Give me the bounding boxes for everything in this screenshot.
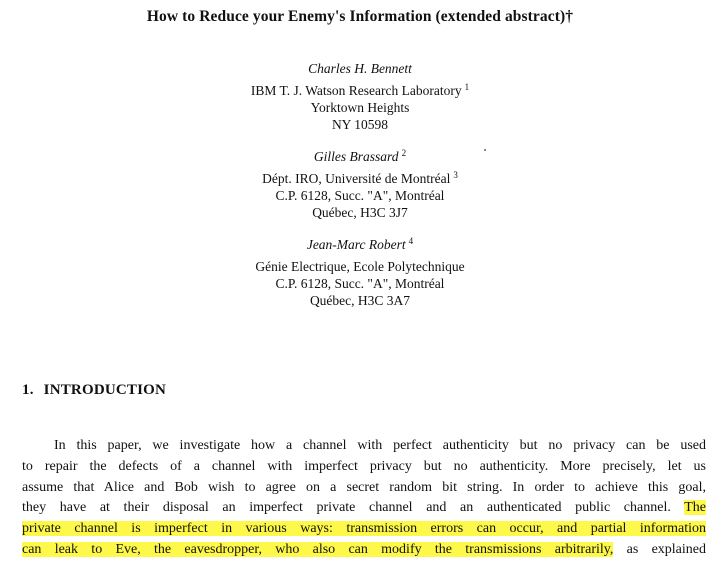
author-name: Jean-Marc Robert $^4$ xyxy=(306,236,414,252)
affiliation-line: Génie Electrique, Ecole Polytechnique xyxy=(255,259,465,274)
affiliation-line: IBM T. J. Watson Research Laboratory $^1$ xyxy=(250,82,470,98)
author-block-bennett xyxy=(0,60,720,133)
paper-title: How to Reduce your Enemy's Information (extended abstract)† xyxy=(146,8,574,25)
affiliation-line: Dépt. IRO, Université de Montréal $^3$ xyxy=(262,170,458,186)
footnote-marker: 2 xyxy=(401,148,407,158)
paragraph-line: In this paper, we investigate how a channel with perfect authenticity but no privacy can be used xyxy=(54,438,706,453)
footnote-marker: 3 xyxy=(453,170,458,180)
author-name: Charles H. Bennett xyxy=(308,61,412,76)
paragraph-line: they have at their disposal an imperfect private channel and an authenticated public channel. The xyxy=(22,500,706,516)
highlighted-text: The xyxy=(684,500,706,516)
section-number: 1. xyxy=(22,382,34,398)
highlighted-text: private channel is imperfect in various ways: transmission errors can occur, and partial information xyxy=(22,521,706,537)
scan-speck xyxy=(484,149,486,151)
affiliation-line: C.P. 6128, Succ. "A", Montréal xyxy=(275,276,445,291)
affiliation-line: Québec, H3C 3J7 xyxy=(312,205,408,220)
author-block-brassard xyxy=(0,148,720,221)
paragraph-line: to repair the defects of a channel with imperfect privacy but no authenticity. More precisely, let us xyxy=(22,458,706,474)
paragraph-line: assume that Alice and Bob wish to agree on a secret random bit string. In order to achieve this goal, xyxy=(22,479,706,495)
section-heading xyxy=(22,382,166,399)
highlighted-text: can leak to Eve, the eavesdropper, who also can modify the transmissions arbitrarily, xyxy=(22,541,614,557)
author-name: Gilles Brassard $^2$ xyxy=(313,148,407,164)
affiliation-line: Québec, H3C 3A7 xyxy=(309,293,411,308)
paragraph-line xyxy=(22,519,706,540)
body-paragraph xyxy=(22,436,706,561)
affiliation-line: C.P. 6128, Succ. "A", Montréal xyxy=(275,188,445,203)
section-title: INTRODUCTION xyxy=(43,382,167,398)
footnote-marker: 4 xyxy=(408,236,414,246)
author-block-robert xyxy=(0,236,720,309)
affiliation-line: NY 10598 xyxy=(331,117,389,132)
footnote-marker: 1 xyxy=(464,82,470,92)
affiliation-line: Yorktown Heights xyxy=(310,100,410,115)
paragraph-line: can leak to Eve, the eavesdropper, who also can modify the transmissions arbitrarily, as explained xyxy=(22,541,707,557)
